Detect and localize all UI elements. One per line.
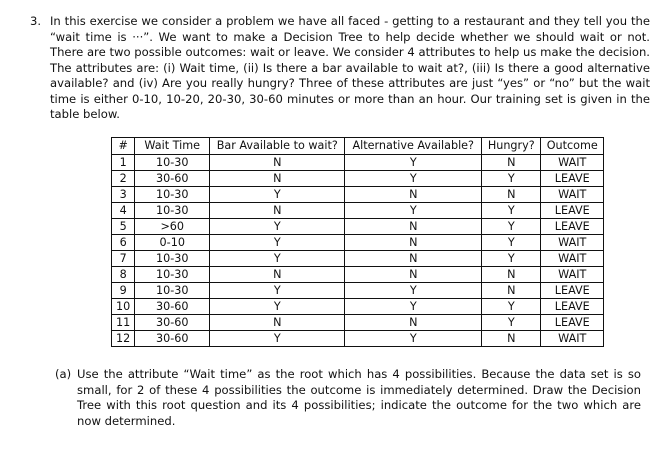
cell-number: 7: [112, 251, 135, 267]
cell-hungry: N: [482, 267, 541, 283]
cell-number: 11: [112, 315, 135, 331]
cell-alternative-available: N: [345, 267, 482, 283]
table-row: [112, 155, 604, 171]
cell-alternative-available: N: [345, 251, 482, 267]
cell-number: 8: [112, 267, 135, 283]
cell-wait-time: 30-60: [135, 315, 210, 331]
header-bar-available: Bar Available to wait?: [210, 138, 345, 155]
part-a-text: Use the attribute “Wait time” as the root which has 4 possibilities. Because the data set is so small, for 2 of these 4 possibilities the outcome is immediately determined. Draw the Decision Tree with this root question and its 4 possibilities; indicate the outcome for the two which are now determined.: [77, 367, 641, 428]
table-row: [112, 315, 604, 331]
table-row: [112, 203, 604, 219]
table-row: [112, 267, 604, 283]
header-wait-time: Wait Time: [135, 138, 210, 155]
cell-outcome: WAIT: [541, 251, 604, 267]
cell-alternative-available: Y: [345, 283, 482, 299]
problem-text: In this exercise we consider a problem we have all faced - getting to a restaurant and they tell you the “wait time is ···”. We want to make a Decision Tree to help decide whether we should wait or not. There are two possible outcomes: wait or leave. We consider 4 attributes to help us make the decision. The attributes are: (i) Wait time, (ii) Is there a bar available to wait at?, (iii) Is there a good alternative available? and (iv) Are you really hungry? Three of these attributes are just “yes” or “no” but the wait time is either 0-10, 10-20, 20-30, 30-60 minutes or more than an hour. Our training set is given in the table below.: [50, 14, 650, 121]
cell-outcome: LEAVE: [541, 315, 604, 331]
cell-wait-time: 30-60: [135, 331, 210, 347]
cell-alternative-available: N: [345, 219, 482, 235]
cell-hungry: N: [482, 331, 541, 347]
cell-wait-time: 10-30: [135, 155, 210, 171]
cell-bar-available: N: [210, 267, 345, 283]
part-a-label: (a): [55, 367, 72, 381]
cell-bar-available: Y: [210, 283, 345, 299]
cell-hungry: Y: [482, 299, 541, 315]
cell-alternative-available: N: [345, 187, 482, 203]
cell-number: 12: [112, 331, 135, 347]
table-row: [112, 283, 604, 299]
cell-bar-available: Y: [210, 219, 345, 235]
cell-bar-available: N: [210, 155, 345, 171]
cell-hungry: N: [482, 155, 541, 171]
cell-outcome: LEAVE: [541, 171, 604, 187]
cell-bar-available: Y: [210, 251, 345, 267]
cell-outcome: WAIT: [541, 267, 604, 283]
cell-wait-time: 10-30: [135, 187, 210, 203]
cell-bar-available: Y: [210, 299, 345, 315]
table-row: [112, 187, 604, 203]
training-set-table: [111, 137, 604, 347]
cell-outcome: WAIT: [541, 155, 604, 171]
cell-outcome: LEAVE: [541, 283, 604, 299]
header-outcome: Outcome: [541, 138, 604, 155]
cell-hungry: Y: [482, 203, 541, 219]
cell-wait-time: 10-30: [135, 203, 210, 219]
cell-wait-time: 0-10: [135, 235, 210, 251]
cell-outcome: LEAVE: [541, 299, 604, 315]
cell-alternative-available: N: [345, 235, 482, 251]
cell-wait-time: >60: [135, 219, 210, 235]
cell-hungry: Y: [482, 219, 541, 235]
problem-number: 3.: [30, 14, 42, 28]
cell-number: 2: [112, 171, 135, 187]
cell-wait-time: 30-60: [135, 171, 210, 187]
header-hungry: Hungry?: [482, 138, 541, 155]
cell-bar-available: Y: [210, 331, 345, 347]
table-row: [112, 299, 604, 315]
table-row: [112, 219, 604, 235]
cell-hungry: Y: [482, 315, 541, 331]
cell-bar-available: Y: [210, 235, 345, 251]
cell-hungry: N: [482, 283, 541, 299]
cell-bar-available: N: [210, 315, 345, 331]
cell-number: 3: [112, 187, 135, 203]
cell-outcome: WAIT: [541, 235, 604, 251]
cell-outcome: LEAVE: [541, 219, 604, 235]
table-row: [112, 251, 604, 267]
cell-bar-available: N: [210, 171, 345, 187]
cell-hungry: Y: [482, 171, 541, 187]
cell-alternative-available: Y: [345, 331, 482, 347]
cell-number: 4: [112, 203, 135, 219]
cell-hungry: N: [482, 187, 541, 203]
cell-outcome: WAIT: [541, 187, 604, 203]
cell-number: 5: [112, 219, 135, 235]
problem-statement: [30, 14, 650, 123]
cell-alternative-available: N: [345, 315, 482, 331]
cell-alternative-available: Y: [345, 203, 482, 219]
header-number: #: [112, 138, 135, 155]
cell-bar-available: Y: [210, 187, 345, 203]
cell-alternative-available: Y: [345, 155, 482, 171]
cell-number: 6: [112, 235, 135, 251]
cell-wait-time: 10-30: [135, 267, 210, 283]
cell-alternative-available: Y: [345, 171, 482, 187]
table-header-row: [112, 138, 604, 155]
cell-hungry: Y: [482, 251, 541, 267]
header-alternative-available: Alternative Available?: [345, 138, 482, 155]
cell-bar-available: N: [210, 203, 345, 219]
cell-wait-time: 30-60: [135, 299, 210, 315]
table-row: [112, 331, 604, 347]
cell-alternative-available: Y: [345, 299, 482, 315]
cell-number: 10: [112, 299, 135, 315]
cell-outcome: WAIT: [541, 331, 604, 347]
table-row: [112, 235, 604, 251]
part-a: [55, 367, 641, 429]
cell-hungry: Y: [482, 235, 541, 251]
cell-outcome: LEAVE: [541, 203, 604, 219]
cell-wait-time: 10-30: [135, 251, 210, 267]
cell-number: 1: [112, 155, 135, 171]
table-row: [112, 171, 604, 187]
cell-number: 9: [112, 283, 135, 299]
cell-wait-time: 10-30: [135, 283, 210, 299]
